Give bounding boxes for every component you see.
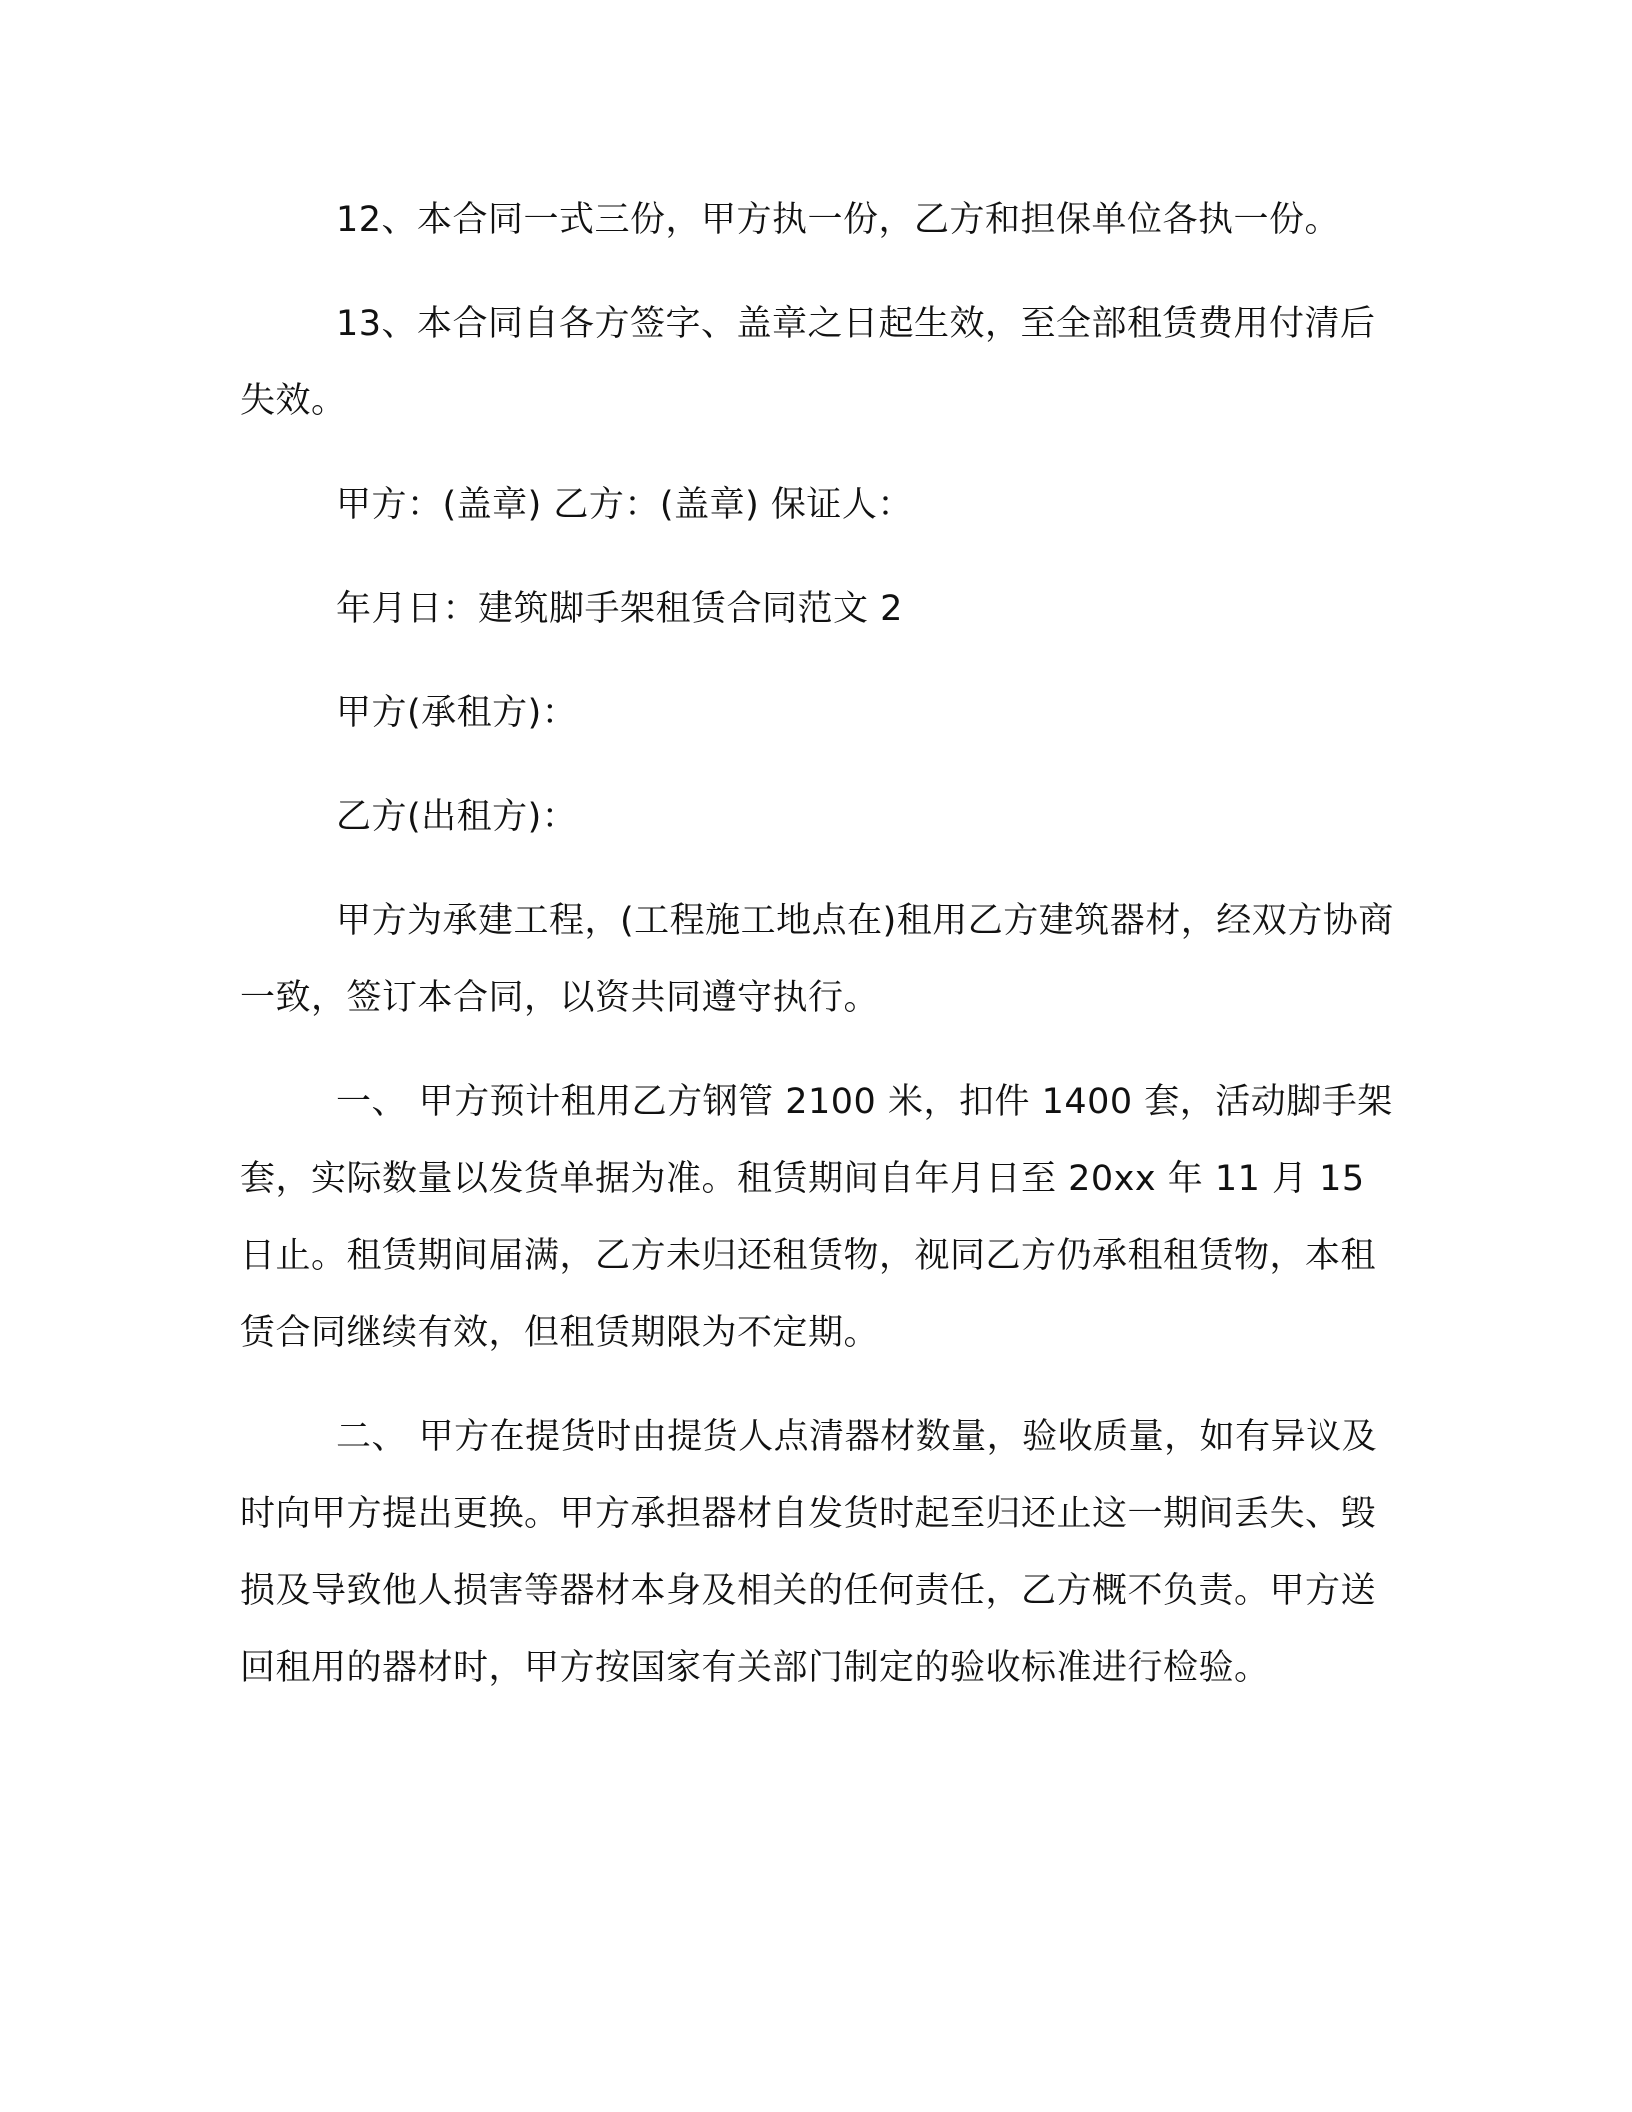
preamble-paragraph: 甲方为承建工程，(工程施工地点在)租用乙方建筑器材，经双方协商一致，签订本合同，以资共同遵守执行。: [240, 901, 1394, 1018]
signature-line: 甲方：(盖章) 乙方：(盖章) 保证人：: [336, 485, 913, 525]
party-b-line: 乙方(出租方)：: [336, 797, 578, 837]
article-two: 二、 甲方在提货时由提货人点清器材数量，验收质量，如有异议及时向甲方提出更换。甲方承担器材自发货时起至归还止这一期间丢失、毁损及导致他人损害等器材本身及相关的任何责任，乙方概不负责。甲方送回租用的器材时，甲方按国家有关部门制定的验收标准进行检验。: [240, 1417, 1378, 1688]
party-a-line: 甲方(承租方)：: [336, 693, 578, 733]
clause-12: 12、本合同一式三份，甲方执一份，乙方和担保单位各执一份。: [336, 200, 1341, 240]
document-body: [240, 182, 1400, 1734]
article-one: 一、 甲方预计租用乙方钢管 2100 米，扣件 1400 套，活动脚手架套，实际数量以发货单据为准。租赁期间自年月日至 20xx 年 11 月 15 日止。租赁期间届满，乙方未归还租赁物，视同乙方仍承租租赁物，本租赁合同继续有效，但租赁期限为不定期。: [240, 1082, 1393, 1353]
date-title-line: 年月日：建筑脚手架租赁合同范文 2: [336, 589, 903, 629]
clause-13: 13、本合同自各方签字、盖章之日起生效，至全部租赁费用付清后失效。: [240, 304, 1376, 421]
